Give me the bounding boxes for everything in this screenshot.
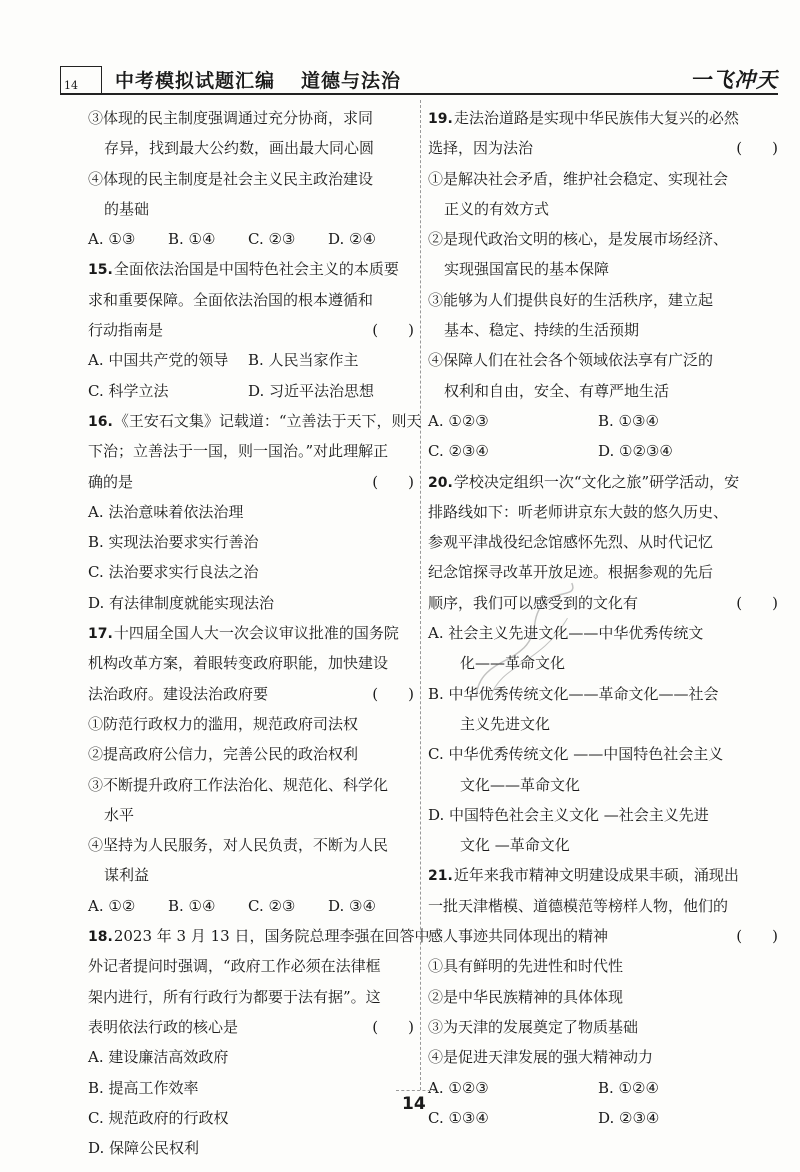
answer-option: D. ②④ <box>328 230 376 249</box>
line-text: 表明依法行政的核心是 <box>88 1017 239 1036</box>
line-text: B. 实现法治要求实行善治 <box>88 533 259 552</box>
brand-logo: 一飞冲天 <box>690 68 778 92</box>
text-line <box>88 133 414 163</box>
question-number: 19. <box>428 111 453 127</box>
text-line <box>428 618 778 648</box>
line-text: 感人事迹共同体现出的精神 <box>428 927 609 946</box>
text-line <box>428 194 778 224</box>
options-line <box>88 345 414 375</box>
line-text: 法治政府。建设法治政府要 <box>88 684 269 703</box>
line-text: 的基础 <box>104 199 150 218</box>
question-stem <box>428 467 778 497</box>
line-text: 机构改革方案，着眼转变政府职能，加快建设 <box>88 654 389 673</box>
text-line <box>88 164 414 194</box>
text-line <box>428 345 778 375</box>
line-text: 纪念馆探寻改革开放足迹。根据参观的先后 <box>428 563 714 582</box>
line-text: D. 保障公民权利 <box>88 1139 200 1158</box>
header-page-box <box>60 66 102 94</box>
answer-blank: ( ) <box>372 684 414 703</box>
answer-option: C. ①③④ <box>428 1108 489 1127</box>
line-text: 文化 —革命文化 <box>460 836 570 855</box>
page-header <box>60 62 778 94</box>
text-line <box>88 497 414 527</box>
text-line <box>88 194 414 224</box>
line-text: 外记者提问时强调，“政府工作必须在法律框 <box>88 957 381 976</box>
line-text: 谋利益 <box>104 866 150 885</box>
line-text: B. 中华优秀传统文化——革命文化——社会 <box>428 684 719 703</box>
answer-option: B. ①③④ <box>598 411 659 430</box>
book-title: 中考模拟试题汇编 <box>115 70 276 92</box>
text-line <box>428 254 778 284</box>
line-text: 下治；立善法于一国，则一国治。”对此理解正 <box>88 442 389 461</box>
text-line <box>88 830 414 860</box>
text-line <box>428 982 778 1012</box>
answer-blank: ( ) <box>736 927 778 946</box>
line-text: D. 有法律制度就能实现法治 <box>88 593 275 612</box>
header-rule <box>60 93 778 95</box>
text-line <box>88 1073 414 1103</box>
text-line <box>428 830 778 860</box>
options-line <box>88 376 414 406</box>
text-line <box>428 285 778 315</box>
question-stem <box>428 103 778 133</box>
text-line <box>88 860 414 890</box>
text-line <box>88 1133 414 1163</box>
right-column <box>428 103 778 1133</box>
text-line <box>88 770 414 800</box>
text-line <box>88 1103 414 1133</box>
line-text: 十四届全国人大一次会议审议批准的国务院 <box>113 624 399 643</box>
line-text: ③不断提升政府工作法治化、规范化、科学化 <box>88 775 389 794</box>
line-text: 基本、稳定、持续的生活预期 <box>444 321 640 340</box>
line-text: ④是促进天津发展的强大精神动力 <box>428 1048 654 1067</box>
answer-option: A. ①②③ <box>428 411 489 430</box>
question-number: 15. <box>88 262 113 279</box>
text-line <box>428 800 778 830</box>
answer-option: C. 科学立法 <box>88 381 169 400</box>
answer-option: A. ①② <box>88 896 136 915</box>
text-line <box>428 557 778 587</box>
line-text: C. 法治要求实行良法之治 <box>88 563 259 582</box>
line-text: A. 法治意味着依法治理 <box>88 502 244 521</box>
text-line <box>88 951 414 981</box>
line-text: ①防范行政权力的滥用，规范政府司法权 <box>88 714 359 733</box>
line-text: B. 提高工作效率 <box>88 1078 199 1097</box>
question-number: 21. <box>428 868 453 885</box>
line-text: 求和重要保障。全面依法治国的根本遵循和 <box>88 290 374 309</box>
question-number: 16. <box>88 413 113 430</box>
text-line <box>88 103 414 133</box>
line-text: 顺序，我们可以感受到的文化有 <box>428 593 639 612</box>
text-line <box>428 891 778 921</box>
answer-option: D. ①②③④ <box>598 442 673 461</box>
text-line <box>428 951 778 981</box>
text-line <box>88 648 414 678</box>
line-text: A. 建设廉洁高效政府 <box>88 1048 229 1067</box>
line-text: ③能够为人们提供良好的生活秩序，建立起 <box>428 290 714 309</box>
text-line <box>428 1042 778 1072</box>
question-number: 17. <box>88 626 113 643</box>
text-line <box>88 1042 414 1072</box>
text-line <box>88 527 414 557</box>
line-text: ②是中华民族精神的具体体现 <box>428 987 624 1006</box>
line-text: C. 中华优秀传统文化 ——中国特色社会主义 <box>428 745 724 764</box>
page-number: 14 <box>402 1094 426 1114</box>
text-line <box>88 588 414 618</box>
question-number: 18. <box>88 929 113 946</box>
line-text: 化——革命文化 <box>460 654 566 673</box>
left-column <box>88 103 430 1163</box>
answer-option: A. 中国共产党的领导 <box>88 351 229 370</box>
line-text: 主义先进文化 <box>460 714 551 733</box>
answer-option: C. ②③ <box>248 230 296 249</box>
options-line <box>428 406 778 436</box>
line-text: A. 社会主义先进文化——中华优秀传统文 <box>428 624 704 643</box>
question-stem <box>428 860 778 890</box>
answer-option: C. ②③④ <box>428 442 489 461</box>
line-text: ①是解决社会矛盾，维护社会稳定、实现社会 <box>428 169 729 188</box>
options-line <box>428 1073 778 1103</box>
line-text: ②提高政府公信力，完善公民的政治权利 <box>88 745 359 764</box>
answer-option: B. ①②④ <box>598 1078 659 1097</box>
answer-option: A. ①②③ <box>428 1078 489 1097</box>
line-text: C. 规范政府的行政权 <box>88 1108 229 1127</box>
text-line <box>428 770 778 800</box>
text-line <box>428 1012 778 1042</box>
line-text: ④保障人们在社会各个领域依法享有广泛的 <box>428 351 714 370</box>
line-text: 《王安石文集》记载道：“立善法于天下，则天 <box>113 411 422 430</box>
text-line <box>88 1012 414 1042</box>
question-stem <box>88 254 414 284</box>
text-line <box>428 376 778 406</box>
text-line <box>428 921 778 951</box>
line-text: ①具有鲜明的先进性和时代性 <box>428 957 624 976</box>
header-box-label: 14 <box>64 79 78 92</box>
line-text: 一批天津楷模、道德模范等榜样人物，他们的 <box>428 896 729 915</box>
answer-option: C. ②③ <box>248 896 296 915</box>
line-text: 文化——革命文化 <box>460 775 581 794</box>
text-line <box>88 679 414 709</box>
answer-blank: ( ) <box>736 593 778 612</box>
text-line <box>88 800 414 830</box>
line-text: 近年来我市精神文明建设成果丰硕，涌现出 <box>453 866 739 885</box>
subject-title: 道德与法治 <box>301 70 402 92</box>
line-text: ④体现的民主制度是社会主义民主政治建设 <box>88 169 374 188</box>
answer-option: B. ①④ <box>168 230 216 249</box>
line-text: 架内进行，所有行政行为都要于法有据”。这 <box>88 987 381 1006</box>
line-text: 走法治道路是实现中华民族伟大复兴的必然 <box>453 109 739 127</box>
text-line <box>88 739 414 769</box>
line-text: 水平 <box>104 805 135 824</box>
question-stem <box>88 921 430 951</box>
question-stem <box>88 406 422 436</box>
answer-option: D. ②③④ <box>598 1108 660 1127</box>
text-line <box>428 739 778 769</box>
line-text: 全面依法治国是中国特色社会主义的本质要 <box>113 260 399 279</box>
text-line <box>428 224 778 254</box>
answer-option: D. ③④ <box>328 896 376 915</box>
line-text: 存异，找到最大公约数，画出最大同心圆 <box>104 139 375 158</box>
text-line <box>88 436 414 466</box>
question-stem <box>88 618 414 648</box>
text-line <box>428 709 778 739</box>
line-text: 实现强国富民的基本保障 <box>444 260 610 279</box>
options-line <box>428 1103 778 1133</box>
line-text: 2023 年 3 月 13 日，国务院总理李强在回答中 <box>113 927 430 946</box>
line-text: ④坚持为人民服务，对人民负责，不断为人民 <box>88 836 389 855</box>
line-text: 选择，因为法治 <box>428 139 534 158</box>
text-line <box>88 467 414 497</box>
answer-option: D. 习近平法治思想 <box>248 381 375 400</box>
answer-option: B. ①④ <box>168 896 216 915</box>
header-title <box>115 66 401 93</box>
text-line <box>428 164 778 194</box>
line-text: ②是现代政治文明的核心，是发展市场经济、 <box>428 230 729 249</box>
text-line <box>88 315 414 345</box>
line-text: 排路线如下：听老师讲京东大鼓的悠久历史、 <box>428 502 729 521</box>
text-line <box>88 557 414 587</box>
answer-option: B. 人民当家作主 <box>248 351 359 370</box>
line-text: 行动指南是 <box>88 321 164 340</box>
text-line <box>428 648 778 678</box>
text-line <box>88 285 414 315</box>
options-line <box>428 436 778 466</box>
page-number-rule <box>396 1090 436 1091</box>
line-text: ③体现的民主制度强调通过充分协商，求同 <box>88 109 374 127</box>
line-text: D. 中国特色社会主义文化 —社会主义先进 <box>428 805 709 824</box>
question-number: 20. <box>428 474 453 491</box>
text-line <box>88 709 414 739</box>
answer-option: A. ①③ <box>88 230 136 249</box>
line-text: 正义的有效方式 <box>444 199 550 218</box>
options-line <box>88 224 414 254</box>
line-text: 学校决定组织一次“文化之旅”研学活动，安 <box>453 472 740 491</box>
text-line <box>428 588 778 618</box>
line-text: 参观平津战役纪念馆感怀先烈、从时代记忆 <box>428 533 714 552</box>
text-line <box>428 679 778 709</box>
text-line <box>88 982 414 1012</box>
line-text: 确的是 <box>88 472 134 491</box>
text-line <box>428 133 778 163</box>
text-line <box>428 527 778 557</box>
line-text: ③为天津的发展奠定了物质基础 <box>428 1017 639 1036</box>
answer-blank: ( ) <box>736 139 778 158</box>
options-line <box>88 891 414 921</box>
answer-blank: ( ) <box>372 1017 414 1036</box>
text-line <box>428 497 778 527</box>
line-text: 权利和自由，安全、有尊严地生活 <box>444 381 670 400</box>
text-line <box>428 315 778 345</box>
answer-blank: ( ) <box>372 472 414 491</box>
answer-blank: ( ) <box>372 321 414 340</box>
